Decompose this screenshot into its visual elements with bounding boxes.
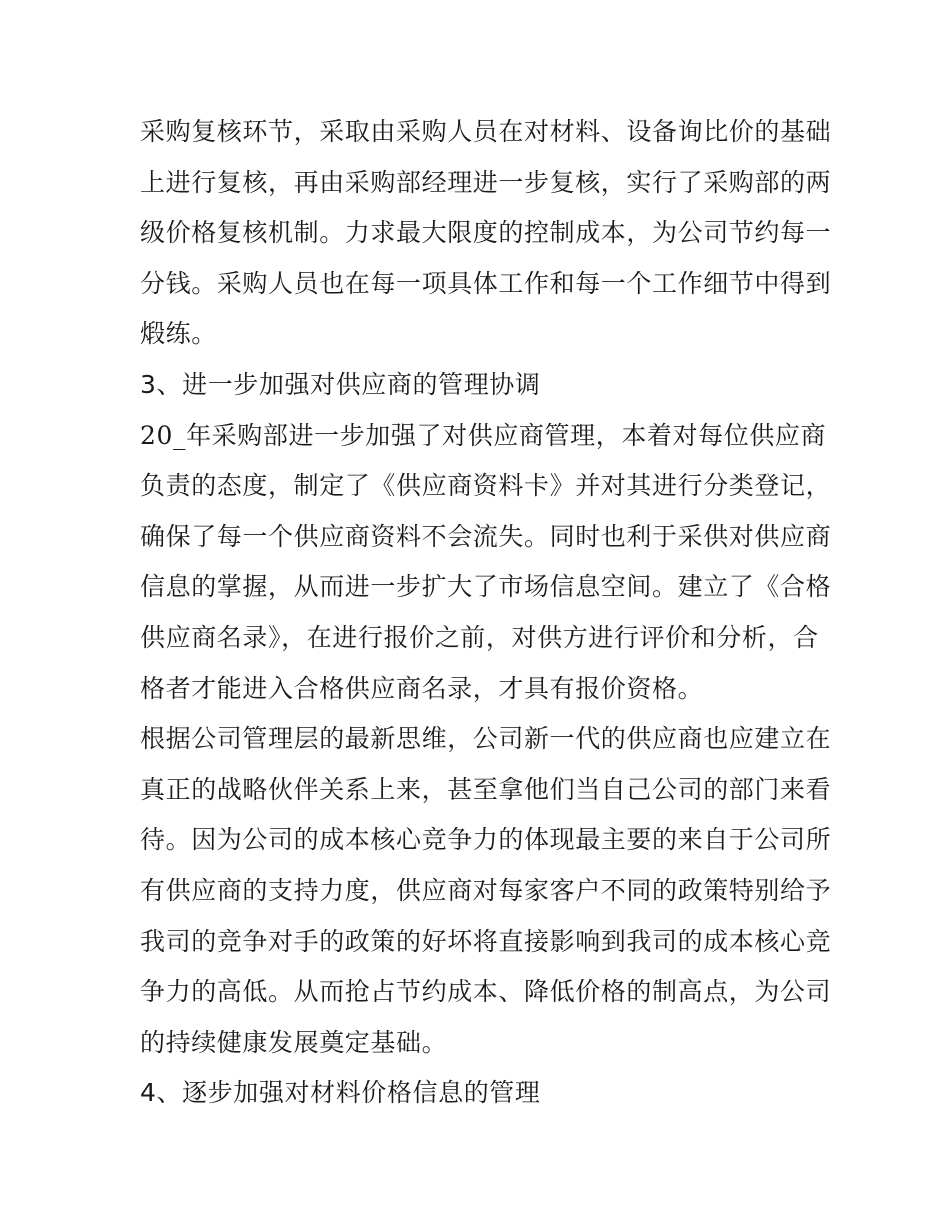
text-line: 负责的态度，制定了《供应商资料卡》并对其进行分类登记， (140, 471, 832, 501)
text-line: 煅练。 (140, 319, 217, 349)
section-heading-3 (140, 360, 812, 411)
text-line: 我司的竞争对手的政策的好坏将直接影响到我司的成本核心竞 (140, 926, 832, 956)
text-line: 确保了每一个供应商资料不会流失。同时也利于采供对供应商 (140, 521, 832, 551)
text-line: 供应商名录》，在进行报价之前，对供方进行评价和分析，合 (140, 622, 819, 652)
text-line: 分钱。采购人员也在每一项具体工作和每一个工作细节中得到 (140, 268, 832, 298)
text-line: 20_年采购部进一步加强了对供应商管理，本着对每位供应商 (140, 420, 827, 450)
paragraph-supplier-management (140, 411, 832, 715)
paragraph-strategic-partnership (140, 714, 832, 1068)
text-line: 格者才能进入合格供应商名录，才具有报价资格。 (140, 673, 704, 703)
paragraph-procurement-review (140, 107, 832, 360)
section-heading-4 (140, 1068, 812, 1119)
section-heading-text: 4、逐步加强对材料价格信息的管理 (140, 1078, 541, 1108)
text-line: 级价格复核机制。力求最大限度的控制成本，为公司节约每一 (140, 218, 832, 248)
text-line: 待。因为公司的成本核心竞争力的体现最主要的来自于公司所 (140, 825, 832, 855)
text-line: 根据公司管理层的最新思维，公司新一代的供应商也应建立在 (140, 724, 832, 754)
text-line: 真正的战略伙伴关系上来，甚至拿他们当自己公司的部门来看 (140, 774, 832, 804)
text-line: 争力的高低。从而抢占节约成本、降低价格的制高点，为公司 (140, 977, 832, 1007)
text-line: 的持续健康发展奠定基础。 (140, 1027, 448, 1057)
text-line: 有供应商的支持力度，供应商对每家客户不同的政策特别给予 (140, 875, 832, 905)
section-heading-text: 3、进一步加强对供应商的管理协调 (140, 369, 541, 399)
document-body (140, 107, 832, 1119)
text-line: 信息的掌握，从而进一步扩大了市场信息空间。建立了《合格 (140, 572, 832, 602)
text-line: 上进行复核，再由采购部经理进一步复核，实行了采购部的两 (140, 167, 832, 197)
text-line: 采购复核环节，采取由采购人员在对材料、设备询比价的基础 (140, 117, 832, 146)
